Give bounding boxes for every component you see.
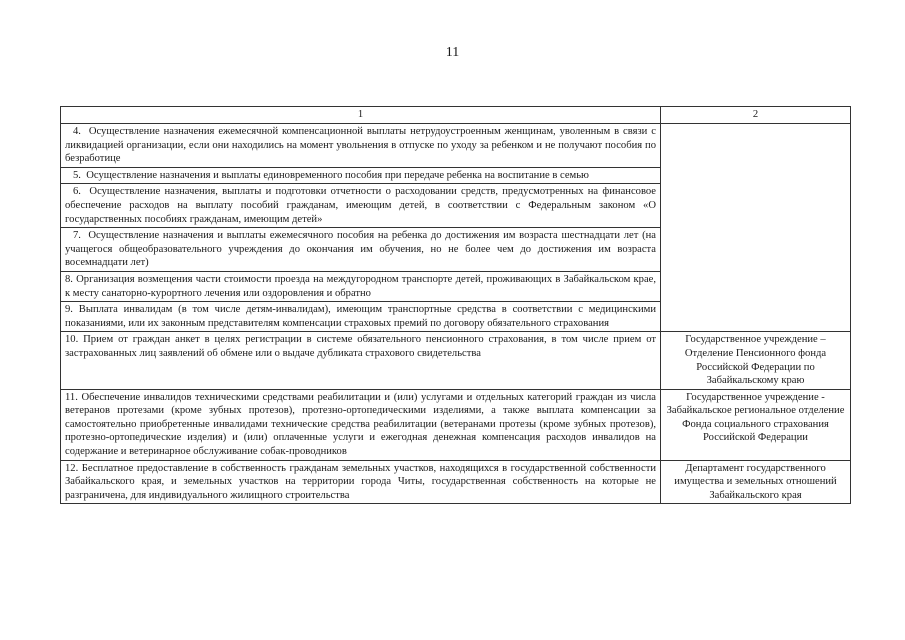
service-item-10: 10. Прием от граждан анкет в целях регистрации в системе обязательного пенсионного страхования, в том числе прием от застрахованных лиц заявлений об обмене или о выдаче дубликата страхового свидетельства bbox=[61, 332, 661, 389]
agency-property-department: Департамент государственного имущества и земельных отношений Забайкальского края bbox=[661, 460, 851, 504]
service-item-11: 11. Обеспечение инвалидов техническими средствами реабилитации и (или) услугами и отдельных категорий граждан из числа ветеранов протезами (кроме зубных протезов), протезно-ортопедическими изделиями, а также выплата компенсации за самостоятельно приобретенные инвалидами технические средства реабилитации (ветеранами протезы (кроме зубных протезов), протезно-ортопедические изделия) и (или) оплаченные услуги и ежегодная денежная компенсация расходов инвалидов на содержание и ветеринарное обслуживание собак-проводников bbox=[61, 389, 661, 460]
table-row bbox=[61, 332, 851, 389]
service-item-9: 9. Выплата инвалидам (в том числе детям-инвалидам), имеющим транспортные средства в соответствии с медицинскими показаниями, или их законным представителям компенсации страховых премий по договору обязательного страхования bbox=[61, 302, 661, 332]
service-item-8: 8. Организация возмещения части стоимости проезда на междугородном транспорте детей, проживающих в Забайкальском крае, к месту санаторно-курортного лечения или оздоровления и обратно bbox=[61, 271, 661, 301]
services-table bbox=[60, 106, 851, 504]
column-header-2: 2 bbox=[661, 107, 851, 124]
table-header-row bbox=[61, 107, 851, 124]
column-header-1: 1 bbox=[61, 107, 661, 124]
agency-pension-fund: Государственное учреждение – Отделение Пенсионного фонда Российской Федерации по Забайкальскому краю bbox=[661, 332, 851, 389]
table-row bbox=[61, 124, 851, 168]
service-item-12: 12. Бесплатное предоставление в собственность гражданам земельных участков, находящихся в государственной собственности Забайкальского края, и земельных участков на территории города Читы, государственная собственность на которые не разграничена, для индивидуального жилищного строительства bbox=[61, 460, 661, 504]
service-item-7: 7. Осуществление назначения и выплаты ежемесячного пособия на ребенка до достижения им возраста шестнадцати лет (на учащегося общеобразовательного учреждения до окончания им обучения, но не более чем до достижения им возраста восемнадцати лет) bbox=[61, 228, 661, 272]
agency-social-insurance-fund: Государственное учреждение - Забайкальское региональное отделение Фонда социального страхования Российской Федерации bbox=[661, 389, 851, 460]
service-item-6: 6. Осуществление назначения, выплаты и подготовки отчетности о расходовании средств, предусмотренных на финансовое обеспечение расходов на выплату пособий гражданам, имеющим детей, в соответствии с Федеральным законом «О государственных пособиях гражданам, имеющим детей» bbox=[61, 184, 661, 228]
table-row bbox=[61, 460, 851, 504]
service-item-4: 4. Осуществление назначения ежемесячной компенсационной выплаты нетрудоустроенным женщинам, уволенным в связи с ликвидацией организации, если они находились на момент увольнения в отпуске по уходу за ребенком и не получают пособия по безработице bbox=[61, 124, 661, 168]
page-number: 11 bbox=[445, 45, 460, 60]
service-item-5: 5. Осуществление назначения и выплаты единовременного пособия при передаче ребенка на воспитание в семью bbox=[61, 167, 661, 184]
table-row bbox=[61, 389, 851, 460]
agency-cell-empty bbox=[661, 124, 851, 332]
